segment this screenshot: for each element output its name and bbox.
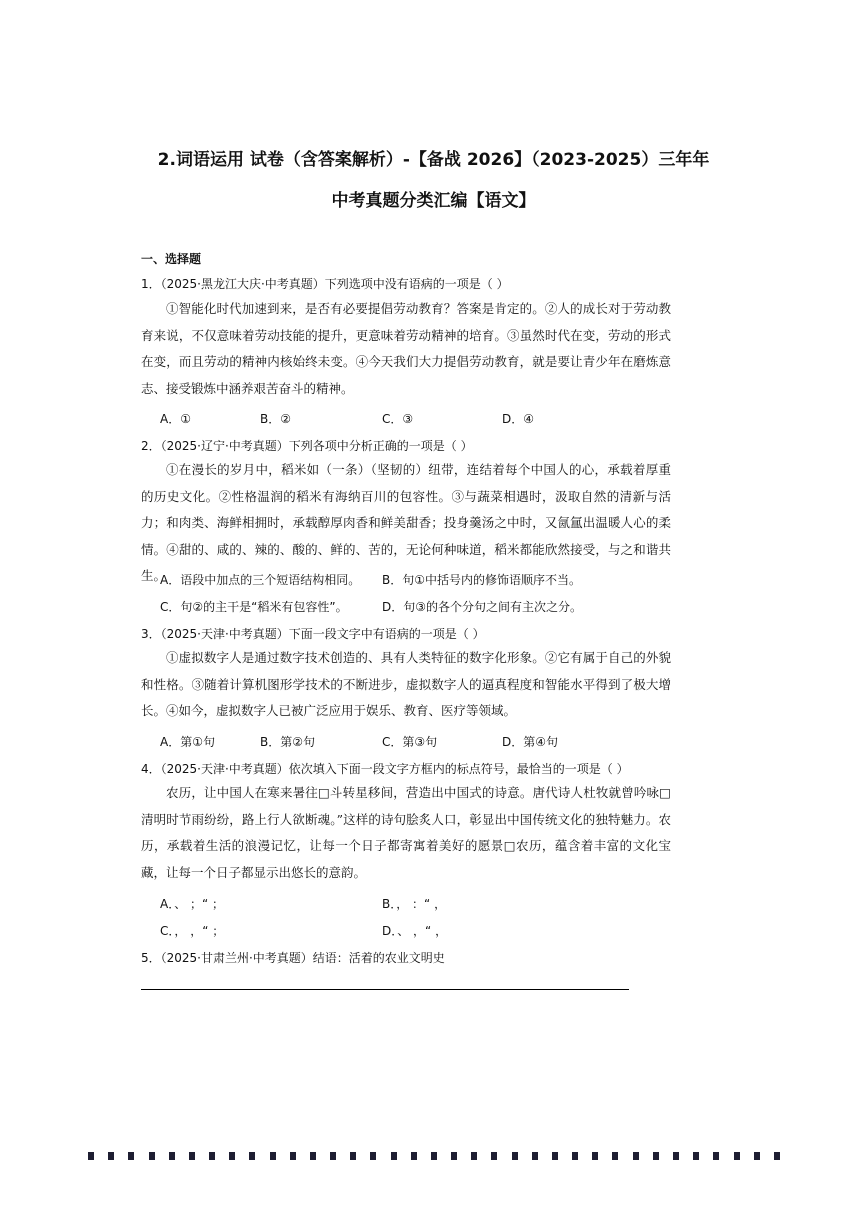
footer-dot: [310, 1152, 316, 1160]
footer-dot: [411, 1152, 417, 1160]
document-title-line-2: 中考真题分类汇编【语文】: [331, 191, 536, 211]
question-3-head: 3．（2025·天津·中考真题）下面一段文字中有语病的一项是（ ）: [141, 627, 485, 641]
footer-dot: [330, 1152, 336, 1160]
question-3-option-b: B．第②句: [260, 735, 315, 749]
question-3-option-a: A．第①句: [160, 735, 215, 749]
question-1-passage: ①智能化时代加速到来，是否有必要提倡劳动教育？答案是肯定的。②人的成长对于劳动教育来说，不仅意味着劳动技能的提升，更意味着劳动精神的培育。③虽然时代在变，劳动的形式在变，而且劳动的精神内核始终未变。④今天我们大力提倡劳动教育，就是要让青少年在磨炼意志、接受锻炼中涵养艰苦奋斗的精神。: [141, 301, 671, 396]
question-1-option-a: A．①: [160, 412, 191, 426]
footer-dot: [734, 1152, 740, 1160]
question-2-option-a: A．语段中加点的三个短语结构相同。: [160, 573, 361, 587]
footer-dot: [592, 1152, 598, 1160]
footer-dot: [552, 1152, 558, 1160]
question-3-option-c: C．第③句: [382, 735, 438, 749]
question-1-option-d: D．④: [502, 412, 534, 426]
footer-dot: [391, 1152, 397, 1160]
footer-dot: [572, 1152, 578, 1160]
question-3-passage: ①虚拟数字人是通过数字技术创造的、具有人类特征的数字化形象。②它有属于自己的外貌和性格。③随着计算机图形学技术的不断进步，虚拟数字人的逼真程度和智能水平得到了极大增长。④如今，虚拟数字人已被广泛应用于娱乐、教育、医疗等领域。: [141, 650, 671, 718]
question-4-option-b: B．， ：“ ，: [382, 897, 447, 911]
question-2-option-c: C．句②的主干是“稻米有包容性”。: [160, 600, 348, 614]
footer-dot: [451, 1152, 457, 1160]
footer-dotted-border: [88, 1152, 780, 1162]
footer-dot: [774, 1152, 780, 1160]
footer-dot: [653, 1152, 659, 1160]
footer-dot: [491, 1152, 497, 1160]
footer-dot: [370, 1152, 376, 1160]
footer-dot: [713, 1152, 719, 1160]
footer-dot: [128, 1152, 134, 1160]
footer-dot: [270, 1152, 276, 1160]
question-2-head: 2．（2025·辽宁·中考真题）下列各项中分析正确的一项是（ ）: [141, 439, 473, 453]
question-2-option-d: D．句③的各个分句之间有主次之分。: [382, 600, 582, 614]
question-1-option-c: C．③: [382, 412, 414, 426]
question-4-option-c: C．， ，“ ；: [160, 924, 225, 938]
footer-dot: [149, 1152, 155, 1160]
footer-dot: [108, 1152, 114, 1160]
footer-dot: [189, 1152, 195, 1160]
footer-dot: [612, 1152, 618, 1160]
footer-dot: [229, 1152, 235, 1160]
footer-dot: [169, 1152, 175, 1160]
question-4-head: 4．（2025·天津·中考真题）依次填入下面一段文字方框内的标点符号，最恰当的一项是（ ）: [141, 762, 629, 776]
question-4-option-a: A．、 ；“ ；: [160, 897, 225, 911]
footer-dot: [209, 1152, 215, 1160]
horizontal-rule: [141, 989, 629, 990]
footer-dot: [693, 1152, 699, 1160]
footer-dot: [249, 1152, 255, 1160]
question-4-option-d: D．、 ，“ ，: [382, 924, 448, 938]
footer-dot: [88, 1152, 94, 1160]
footer-dot: [532, 1152, 538, 1160]
footer-dot: [350, 1152, 356, 1160]
question-4-passage: 农历，让中国人在寒来暑往□斗转星移间，营造出中国式的诗意。唐代诗人杜牧就曾吟咏□清明时节雨纷纷，路上行人欲断魂。”这样的诗句脍炙人口，彰显出中国传统文化的独特魅力。农历，承载着生活的浪漫记忆，让每一个日子都寄寓着美好的愿景□农历，蕴含着丰富的文化宝藏，让每一个日子都显示出悠长的意韵。: [141, 785, 671, 880]
question-1-head: 1．（2025·黑龙江大庆·中考真题）下列选项中没有语病的一项是（ ）: [141, 277, 509, 291]
footer-dot: [633, 1152, 639, 1160]
question-5-head: 5．（2025·甘肃兰州·中考真题）结语：活着的农业文明史: [141, 951, 445, 965]
section-heading: 一、选择题: [141, 252, 202, 266]
footer-dot: [512, 1152, 518, 1160]
footer-dot: [471, 1152, 477, 1160]
question-3-option-d: D．第④句: [502, 735, 558, 749]
question-2-passage: ①在漫长的岁月中，稻米如（一条）（坚韧的）纽带，连结着每个中国人的心，承载着厚重的历史文化。②性格温润的稻米有海纳百川的包容性。③与蔬菜相遇时，汲取自然的清新与活力；和肉类、海鲜相拥时，承载醇厚肉香和鲜美甜香；投身羹汤之中时，又氤氲出温暖人心的柔情。④甜的、咸的、辣的、酸的、鲜的、苦的，无论何种味道，稻米都能欣然接受，与之和谐共生。: [141, 462, 671, 583]
document-title-line-1: 2.词语运用 试卷（含答案解析）-【备战 2026】（2023-2025）三年年: [157, 150, 710, 170]
footer-dot: [754, 1152, 760, 1160]
question-1-option-b: B．②: [260, 412, 291, 426]
question-2-option-b: B．句①中括号内的修饰语顺序不当。: [382, 573, 581, 587]
footer-dot: [673, 1152, 679, 1160]
footer-dot: [290, 1152, 296, 1160]
footer-dot: [431, 1152, 437, 1160]
